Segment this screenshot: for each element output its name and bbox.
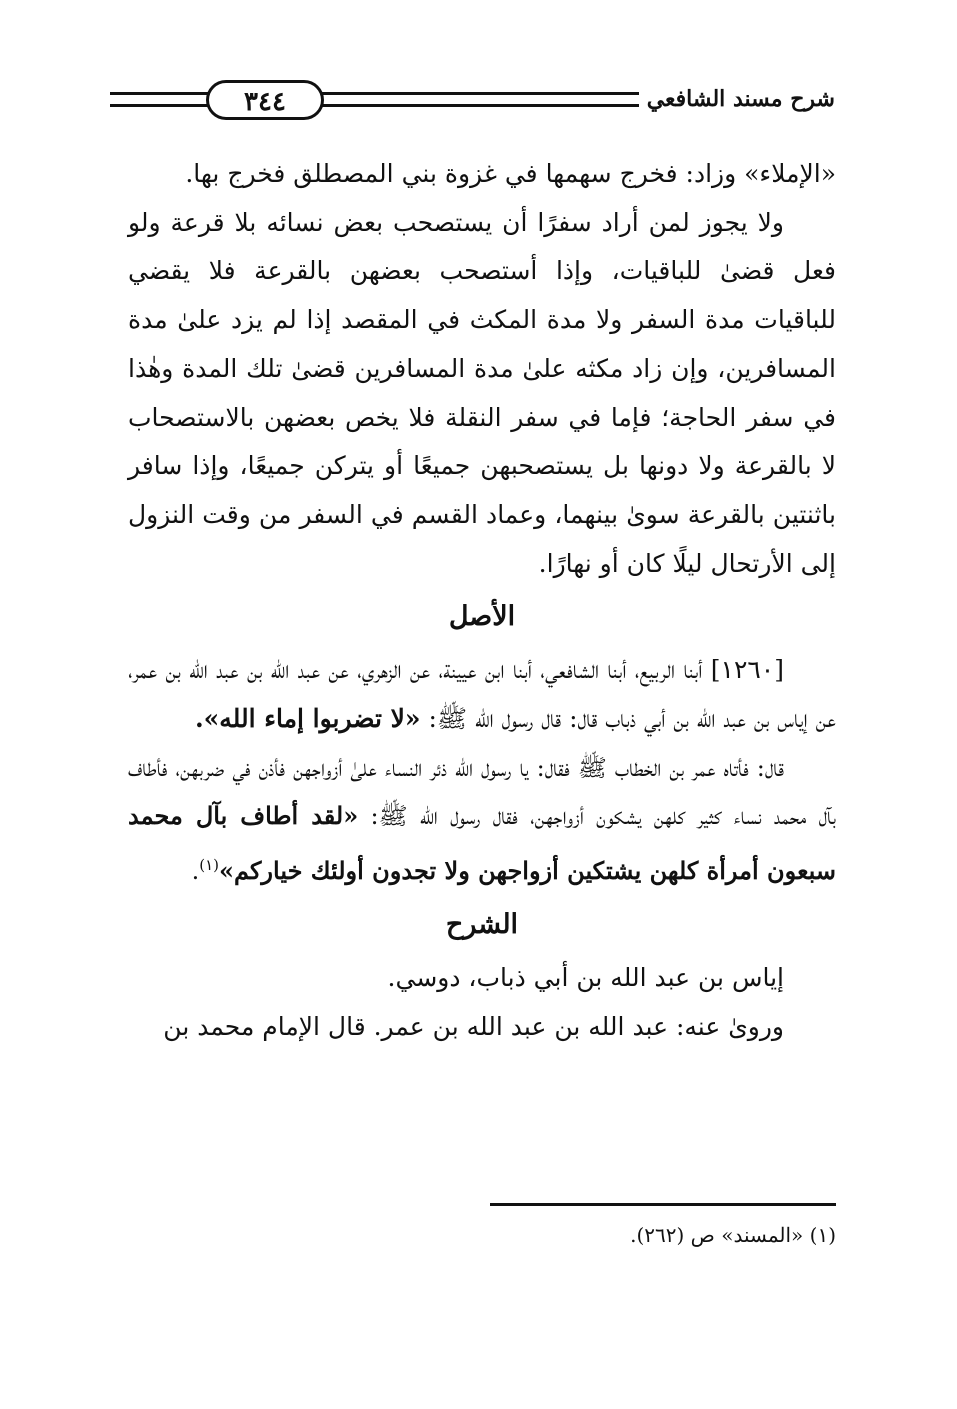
hadith-isnad: [١٢٦٠] أبنا الربيع، أبنا الشافعي، أبنا ابن عيينة، عن الزهري، عن عبد الله بن عبد الله بن عمر، عن إياس بن عبد الله بن أبي ذباب قال: قال رسول الله ﷺ: [128,655,836,734]
sentence-end: . [191,857,200,886]
paragraph: إياس بن عبد الله بن أبي ذباب، دوسي. [387,962,784,992]
hadith-text: قال: فأتاه عمر بن الخطاب ﷺ فقال: يا رسول الله ذئر النساء علىٰ أزواجهن فأذن في ضربهن، فأطاف بآل محمد نساء كثير كلهن يشكون أزواجهن، فقال رسول الله ﷺ: [128,753,837,831]
footnote-divider [490,1203,836,1206]
section-heading-sharh: الشرح [445,908,519,940]
paragraph: ولا يجوز لمن أراد سفرًا أن يستصحب بعض نسائه بلا قرعة ولو فعل قضىٰ للباقيات، وإذا أستصحب بعضهن بالقرعة فلا يقضي للباقيات مدة السفر ولا مدة المكث في المقصد إذا لم يزد علىٰ مدة المسافرين، وإن زاد مكثه علىٰ مدة المسافرين قضىٰ تلك المدة وهٰذا في سفر الحاجة؛ فإما في سفر النقلة فلا يخص بعضهن بالاستصحاب لا بالقرعة ولا دونها بل يستصحبهن جميعًا أو يتركن جميعًا، وإذا سافر باثنتين بالقرعة سوىٰ بينهما، وعماد القسم في السفر من وقت النزول إلى الأرتحال ليلًا كان أو نهارًا. [128,207,836,578]
hadith-paragraph [128,646,836,743]
footnote: (١) «المسند» ص (٢٦٢). [630,1223,836,1247]
hadith-paragraph [128,744,836,896]
header-title: شرح مسند الشافعي [639,84,835,114]
hadith-quote: «لا تضربوا إماء الله». [194,704,421,734]
page-body [128,150,836,1051]
section-heading-asl: الأصل [448,601,516,633]
paragraph: وروىٰ عنه: عبد الله بن عبد الله بن عمر. قال الإمام محمد بن [163,1011,784,1041]
hadith-quote: «لقد أطاف بآل محمد سبعون أمرأة كلهن يشتكين أزواجهن ولا تجدون أولئك خياركم» [128,801,836,886]
paragraph: «الإملاء» وزاد: فخرج سهمها في غزوة بني المصطلق فخرج بها. [185,159,836,188]
page-number: ٣٤٤ [206,80,324,120]
running-header [110,78,835,124]
footnote-marker: (١) [199,856,220,875]
